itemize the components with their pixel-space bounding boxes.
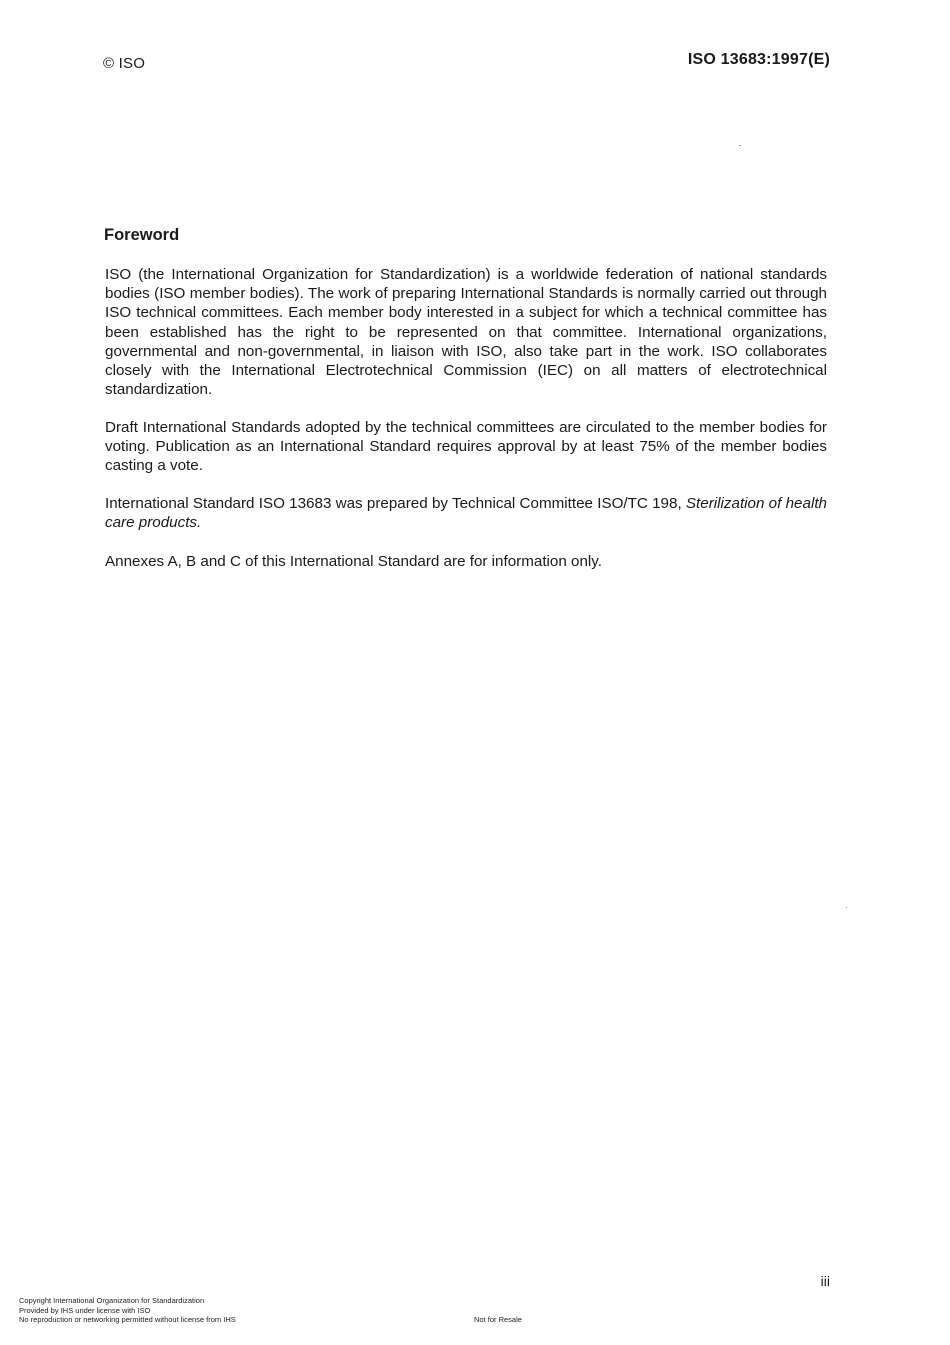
footer-line-3: No reproduction or networking permitted without license from IHS bbox=[19, 1315, 236, 1324]
foreword-paragraph-2: Draft International Standards adopted by the technical committees are circulated to the member bodies for voting. Publication as an International Standard requires approval by at least 75% of the member bodies casting a vote. bbox=[105, 419, 827, 475]
footer-line-1: Copyright International Organization for Standardization bbox=[19, 1296, 205, 1305]
foreword-paragraph-4: Annexes A, B and C of this International Standard are for information only. bbox=[105, 553, 602, 570]
committee-title: Sterilization of health care products. bbox=[105, 495, 827, 532]
resale-notice: Not for Resale bbox=[474, 1315, 522, 1324]
paragraph-3-text: International Standard ISO 13683 was prepared by Technical Committee ISO/TC 198, bbox=[105, 495, 686, 512]
foreword-paragraph-1: ISO (the International Organization for Standardization) is a worldwide federation of national standards bodies (ISO member bodies). The work of preparing International Standards is normally carried out through ISO technical committees. Each member body interested in a subject for which a technical committee has been established has the right to be represented on that committee. International organizations, governmental and non-governmental, in liaison with ISO, also take part in the work. ISO collaborates closely with the International Electrotechnical Commission (IEC) on all matters of electrotechnical standardization. bbox=[105, 266, 827, 399]
header-copyright: © ISO bbox=[103, 55, 146, 72]
page-number: iii bbox=[820, 1273, 830, 1289]
section-title: Foreword bbox=[104, 226, 180, 244]
scan-speck bbox=[739, 145, 741, 146]
document-identifier: ISO 13683:1997(E) bbox=[687, 51, 830, 68]
scan-speck bbox=[846, 907, 847, 908]
foreword-paragraph-3 bbox=[105, 494, 827, 532]
footer-line-2: Provided by IHS under license with ISO bbox=[19, 1305, 151, 1315]
copyright-footer bbox=[19, 1296, 236, 1325]
